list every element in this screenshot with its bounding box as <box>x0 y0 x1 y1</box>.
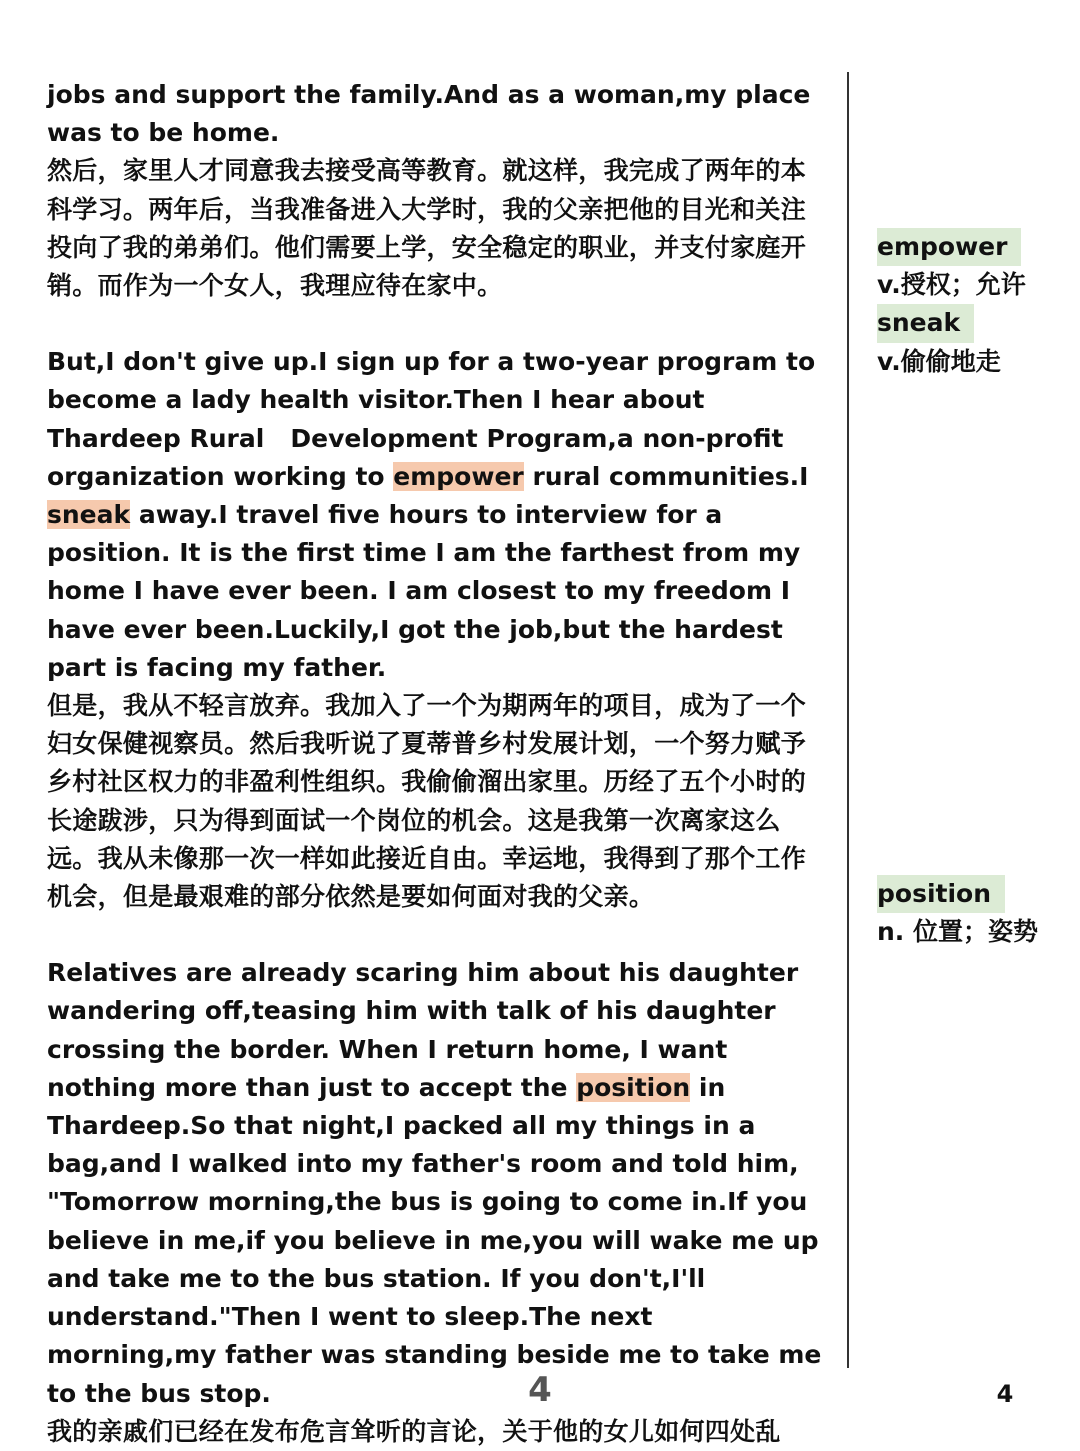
vocab-word-position: position <box>877 875 1005 913</box>
paragraph-1-english: jobs and support the family.And as a woman,my place was to be home. <box>47 80 811 148</box>
paragraph-2-english <box>47 343 827 687</box>
text-segment: rural communities.I <box>523 461 809 491</box>
vocab-word-empower: empower <box>877 228 1021 266</box>
page-number-corner: 4 <box>996 1380 1014 1408</box>
text-segment: But,I don't give up.I sign up for a two-year program to become a lady health visitor.Then I hear about Thardeep Rural Development Program,a non-profit organization working to <box>47 347 816 491</box>
paragraph-3-chinese: 我的亲戚们已经在发布危言耸听的言论，关于他的女儿如何四处乱 <box>47 1416 781 1446</box>
paragraph-1-chinese: 然后，家里人才同意我去接受高等教育。就这样，我完成了两年的本科学习。两年后，当我准备进入大学时，我的父亲把他的目光和关注投向了我的弟弟们。他们需要上学，安全稳定的职业，并支付家庭开销。而作为一个女人，我理应待在家中。 <box>47 156 807 301</box>
column-divider <box>847 72 849 1368</box>
vocab-def-empower: v.授权；允许 <box>877 270 1026 300</box>
vocab-def-sneak: v.偷偷地走 <box>877 346 1001 376</box>
text-segment: Relatives are already scaring him about his daughter wandering off,teasing him with talk of his daughter crossing the border. When I return home, I want nothing more than just to accept the <box>47 958 799 1102</box>
paragraph-2-chinese: 但是，我从不轻言放弃。我加入了一个为期两年的项目，成为了一个妇女保健视察员。然后我听说了夏蒂普乡村发展计划，一个努力赋予乡村社区权力的非盈利性组织。我偷偷溜出家里。历经了五个小时的长途跋涉，只为得到面试一个岗位的机会。这是我第一次离家这么远。我从未像那一次一样如此接近自由。幸运地，我得到了那个工作机会，但是最艰难的部分依然是要如何面对我的父亲。 <box>47 691 807 912</box>
main-text-column <box>47 76 827 1451</box>
highlight-empower: empower <box>393 461 524 491</box>
page-number: 4 <box>528 1370 552 1410</box>
text-segment: away.I travel five hours to interview for a position. It is the first time I am the farthest from my home I have ever been. I am closest to my freedom I have ever been.Luckily,I got the job,but the hardest part is facing my father. <box>47 500 801 682</box>
text-segment: in Thardeep.So that night,I packed all my things in a bag,and I walked into my father's room and told him, "Tomorrow morning,the bus is going to come in.If you believe in me,if you believe in me,you will wake me up and take me to the bus station. If you don't,I'll understand."Then I went to sleep.The next morning,my father was standing beside me to take me to the bus stop. <box>47 1072 822 1408</box>
highlight-sneak: sneak <box>47 500 131 530</box>
vocab-group-1 <box>877 228 1026 381</box>
paragraph-3-english <box>47 954 827 1412</box>
vocab-word-sneak: sneak <box>877 304 974 342</box>
highlight-position: position <box>576 1072 691 1102</box>
vocab-def-position: n. 位置；姿势 <box>877 917 1038 947</box>
vocab-group-2 <box>877 875 1038 951</box>
